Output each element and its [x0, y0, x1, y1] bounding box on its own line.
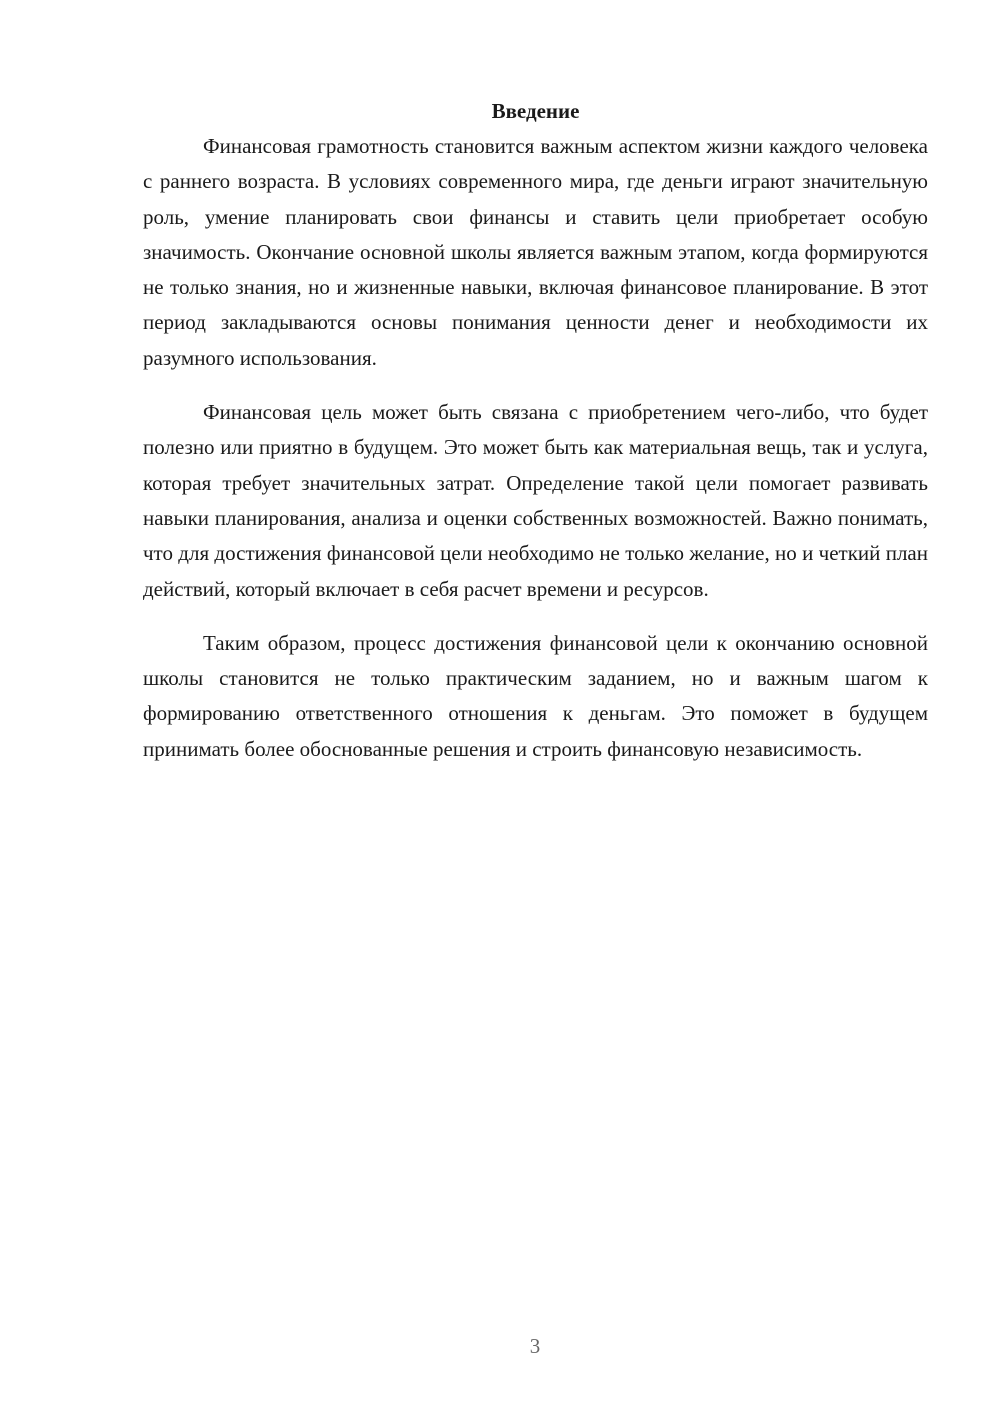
paragraph-3: Таким образом, процесс достижения финансовой цели к окончанию основной школы становится не только практическим заданием, но и важным шагом к формированию ответственного отношения к деньгам. Это поможет в будущем принимать более обоснованные решения и строить финансовую независимость.	[143, 630, 928, 761]
document-title: Введение	[491, 99, 580, 123]
paragraph-1: Финансовая грамотность становится важным аспектом жизни каждого человека с раннего возраста. В условиях современного мира, где деньги играют значительную роль, умение планировать свои финансы и ставить цели приобретает особую значимость. Окончание основной школы является важным этапом, когда формируются не только знания, но и жизненные навыки, включая финансовое планирование. В этот период закладываются основы понимания ценности денег и необходимости их разумного использования.	[143, 134, 928, 370]
document-body	[143, 94, 928, 767]
page-number: 3	[529, 1334, 541, 1358]
paragraph-2: Финансовая цель может быть связана с приобретением чего-либо, что будет полезно или приятно в будущем. Это может быть как материальная вещь, так и услуга, которая требует значительных затрат. Определение такой цели помогает развивать навыки планирования, анализа и оценки собственных возможностей. Важно понимать, что для достижения финансовой цели необходимо не только желание, но и четкий план действий, который включает в себя расчет времени и ресурсов.	[143, 400, 928, 601]
